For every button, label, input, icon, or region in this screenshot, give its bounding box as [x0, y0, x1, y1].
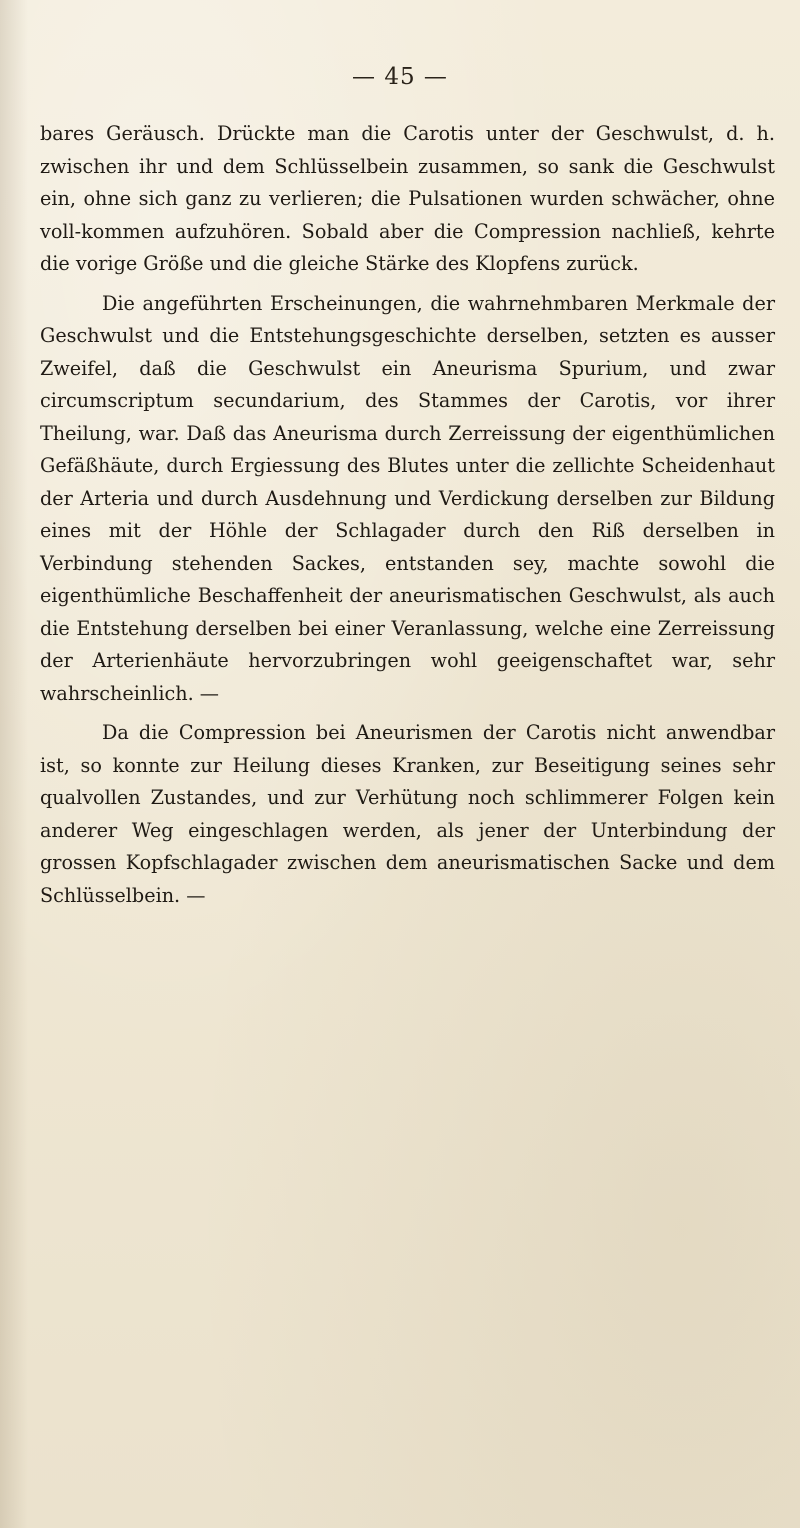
page-gutter-shadow — [0, 0, 28, 1528]
body-text — [40, 118, 775, 919]
paragraph-treatment: Da die Compression bei Aneurismen der Carotis nicht anwendbar ist, so konnte zur Heilung dieses Kranken, zur Beseitigung seines sehr qualvollen Zustandes, und zur Verhütung noch schlimmerer Folgen kein anderer Weg eingeschlagen werden, als jener der Unterbindung der grossen Kopfschlagader zwischen dem aneurismatischen Sacke und dem Schlüsselbein. — — [40, 721, 775, 907]
paragraph-diagnosis: Die angeführten Erscheinungen, die wahrnehmbaren Merkmale der Geschwulst und die Entstehungsgeschichte derselben, setzten es ausser Zweifel, daß die Geschwulst ein Aneurisma Spurium, und zwar circumscriptum secundarium, des Stammes der Carotis, vor ihrer Theilung, war. Daß das Aneurisma durch Zerreissung der eigenthümlichen Gefäßhäute, durch Ergiessung des Blutes unter die zellichte Scheidenhaut der Arteria und durch Ausdehnung und Verdickung derselben zur Bildung eines mit der Höhle der Schlagader durch den Riß derselben in Verbindung stehenden Sackes, entstanden sey, machte sowohl die eigenthümliche Beschaffenheit der aneurismatischen Geschwulst, als auch die Entstehung derselben bei einer Veranlassung, welche eine Zerreissung der Arterienhäute hervorzubringen wohl geeigenschaftet war, sehr wahrscheinlich. — — [40, 291, 775, 705]
paragraph-continuation: bares Geräusch. Drückte man die Carotis unter der Geschwulst, d. h. zwischen ihr und dem Schlüsselbein zusammen, so sank die Geschwulst ein, ohne sich ganz zu verlieren; die Pulsationen wurden schwächer, ohne voll-kommen aufzuhören. Sobald aber die Compression nachließ, kehrte die vorige Größe und die gleiche Stärke des Klopfens zurück. — [40, 122, 775, 275]
page-number: — 45 — — [352, 64, 448, 90]
